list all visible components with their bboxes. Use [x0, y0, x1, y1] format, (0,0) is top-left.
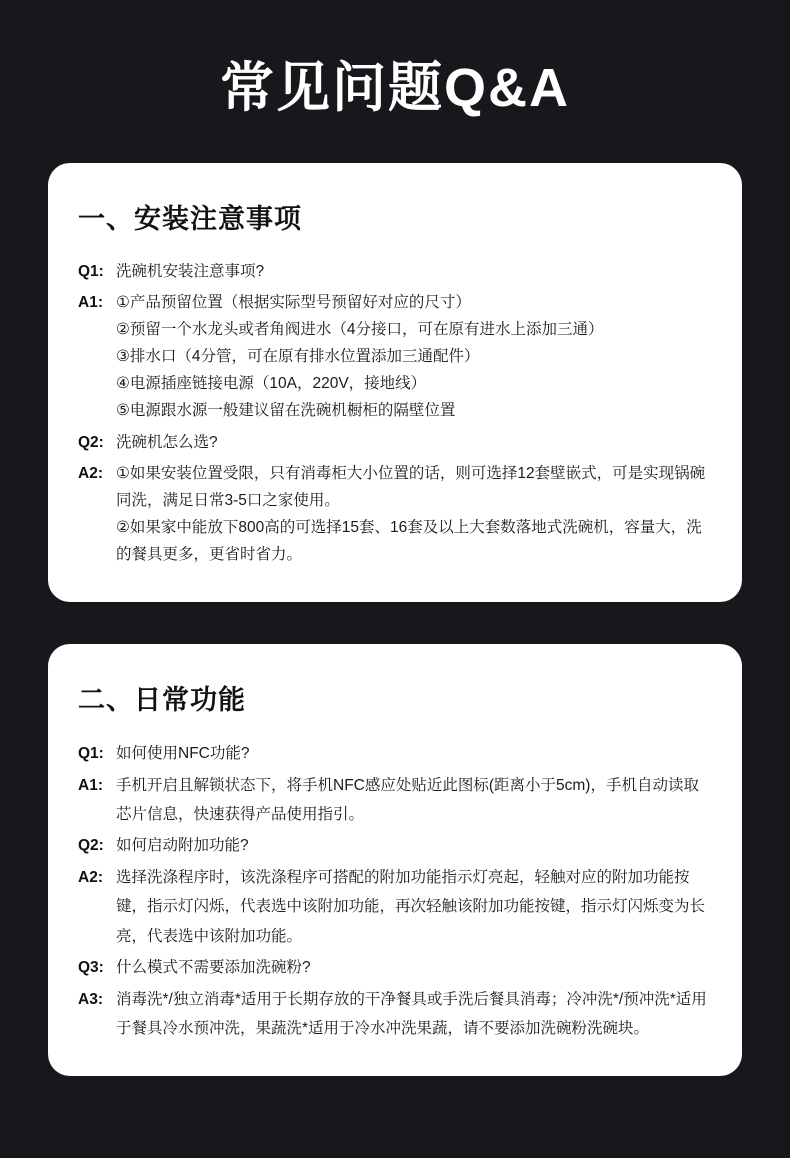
qa-line: ⑤电源跟水源一般建议留在洗碗机橱柜的隔壁位置: [116, 402, 456, 420]
qa-line: ④电源插座链接电源（10A，220V，接地线）: [116, 375, 427, 393]
qa-item: [78, 429, 712, 456]
qa-body: [116, 289, 712, 425]
qa-list-installation: [78, 258, 712, 568]
qa-line: ③排水口（4分管，可在原有排水位置添加三通配件）: [116, 348, 480, 366]
qa-line: 如何使用NFC功能?: [116, 745, 250, 763]
qa-label: Q1:: [78, 262, 104, 280]
qa-item: [78, 771, 712, 830]
faq-card-daily-functions: [48, 644, 742, 1075]
qa-label: A2:: [78, 464, 103, 482]
qa-body: [116, 258, 712, 285]
section-title-daily-functions: 二、日常功能: [78, 685, 246, 716]
qa-body: [116, 460, 712, 569]
qa-line: 洗碗机安装注意事项?: [116, 262, 265, 280]
qa-line: ②如果家中能放下800高的可选择15套、16套及以上大套数落地式洗碗机，容量大，洗的餐具更多，更省时省力。: [116, 518, 702, 564]
qa-label: A2:: [78, 868, 103, 886]
faq-card-installation: [48, 163, 742, 602]
qa-item: [78, 460, 712, 569]
qa-label: A1:: [78, 776, 103, 794]
qa-item: [78, 863, 712, 951]
qa-item: [78, 289, 712, 425]
qa-item: [78, 739, 712, 768]
qa-list-daily-functions: [78, 739, 712, 1043]
qa-line: ①产品预留位置（根据实际型号预留好对应的尺寸）: [116, 293, 471, 311]
page-title: 常见问题Q&A: [220, 58, 570, 118]
qa-body: [116, 953, 712, 982]
qa-label: Q2:: [78, 837, 104, 855]
qa-item: [78, 953, 712, 982]
qa-body: [116, 863, 712, 951]
qa-label: A3:: [78, 990, 103, 1008]
qa-body: [116, 771, 712, 830]
qa-line: 选择洗涤程序时，该洗涤程序可搭配的附加功能指示灯亮起，轻触对应的附加功能按键，指示灯闪烁，代表选中该附加功能，再次轻触该附加功能按键，指示灯闪烁变为长亮，代表选中该附加功能。: [116, 868, 706, 945]
qa-label: A1:: [78, 293, 103, 311]
qa-item: [78, 831, 712, 860]
qa-label: Q1:: [78, 745, 104, 763]
qa-item: [78, 258, 712, 285]
qa-body: [116, 429, 712, 456]
qa-body: [116, 985, 712, 1044]
qa-label: Q2:: [78, 433, 104, 451]
qa-label: Q3:: [78, 959, 104, 977]
qa-line: 手机开启且解锁状态下，将手机NFC感应处贴近此图标(距离小于5cm)，手机自动读取芯片信息，快速获得产品使用指引。: [116, 776, 699, 824]
qa-line: ②预留一个水龙头或者角阀进水（4分接口，可在原有进水上添加三通）: [116, 321, 604, 339]
qa-line: 消毒洗*/独立消毒*适用于长期存放的干净餐具或手洗后餐具消毒；冷冲洗*/预冲洗*适用于餐具冷水预冲洗，果蔬洗*适用于冷水冲洗果蔬，请不要添加洗碗粉洗碗块。: [116, 990, 707, 1038]
qa-line: 如何启动附加功能?: [116, 837, 249, 855]
qa-line: 什么模式不需要添加洗碗粉?: [116, 959, 311, 977]
qa-body: [116, 831, 712, 860]
qa-item: [78, 985, 712, 1044]
section-title-installation: 一、安装注意事项: [78, 203, 302, 234]
qa-body: [116, 739, 712, 768]
qa-line: 洗碗机怎么选?: [116, 433, 218, 451]
qa-line: ①如果安装位置受限，只有消毒柜大小位置的话，则可选择12套壁嵌式，可是实现锅碗同洗，满足日常3-5口之家使用。: [116, 464, 706, 509]
